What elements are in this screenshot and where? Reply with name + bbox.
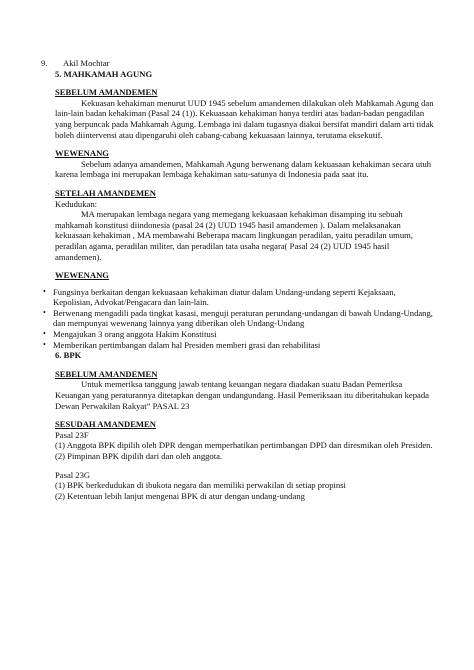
subheading-bpk-sebelum: SEBELUM AMANDEMEN	[55, 368, 158, 379]
list-item: • Berwenang mengadili pada tingkat kasasi, menguji peraturan perundang-undangan di bawah Undang-Undang, dan mempunyai wewenang lainnya yang diberikan oleh Undang-Undang	[43, 307, 433, 329]
subheading-wewenang: WEWENANG	[55, 148, 109, 159]
item-number: 9.	[41, 58, 48, 68]
pasal-23g-label: Pasal 23G	[55, 469, 91, 480]
pasal-23g-item-2: (2) Ketentuan lebih lanjut mengenai BPK di atur dengan undang-undang	[55, 490, 305, 501]
section-heading-bpk: 6. BPK	[55, 350, 82, 361]
pasal-23f-item-2: (2) Pimpinan BPK dipilih dari dan oleh anggota.	[55, 451, 223, 461]
subheading-sebelum-amandemen: SEBELUM AMANDEMEN	[55, 87, 158, 98]
item-name: Akil Mochtar	[63, 58, 110, 68]
bullet-icon: •	[43, 307, 46, 317]
section-heading-mahkamah-agung: 5. MAHKAMAH AGUNG	[55, 68, 153, 79]
subheading-wewenang-after: WEWENANG	[55, 270, 109, 281]
pasal-23g-item-1: (1) BPK berkedudukan di ibukota negara dan memiliki perwakilan di setiap propinsi	[55, 480, 346, 491]
subheading-setelah-amandemen: SETELAH AMANDEMEN	[55, 187, 156, 198]
paragraph-ma-wewenang: Sebelum adanya amandemen, Mahkamah Agung berwenang dalam kekuasaan kehakiman secara utuh karena lembaga ini merupakan lembaga kehakiman satu-satunya di Indonesia pada saat itu.	[55, 158, 432, 180]
list-item: • Memberikan pertimbangan dalam hal Presiden memberi grasi dan rehabilitasi	[43, 339, 321, 350]
bullet-icon: •	[43, 329, 46, 339]
pasal-23f-label: Pasal 23F	[55, 429, 89, 440]
wewenang-list	[43, 286, 435, 351]
bullet-icon: •	[43, 286, 46, 296]
label-kedudukan: Kedudukan:	[55, 198, 98, 209]
list-item: • Mengajukan 3 orang anggota Hakim Konstitusi	[43, 329, 217, 340]
paragraph-ma-before: Kekuasan kehakiman menurut UUD 1945 sebelum amandemen dilakukan oleh Mahkamah Agung dan lain-lain badan kehakiman (Pasal 24 (1)). Kekuasaan kehakiman hanya terdiri atas badan-badan pengadilan yang berpuncak pada Mahkamah Agung. Lembaga ini dalam tugasnya diakui bersifat mandiri dalam arti tidak boleh diintervensi atau dipengaruhi oleh cabang-cabang kekuasaan lainnya, terutama eksekutif.	[55, 97, 434, 140]
pasal-23f-item-1: (1) Anggota BPK dipilih oleh DPR dengan memperhatikan pertimbangan DPD dan diresmikan oleh Presiden.	[55, 440, 433, 451]
document-content	[41, 58, 435, 501]
bullet-icon: •	[43, 339, 46, 349]
list-item: • Fungsinya berkaitan dengan kekuasaan kehakiman diatur dalam Undang-undang seperti Kejaksaan, Kepolisian, Advokat/Pengacara dan lain-lain.	[43, 286, 396, 308]
subheading-bpk-sesudah: SESUDAH AMANDEMEN	[55, 419, 156, 430]
paragraph-bpk-before: Untuk memeriksa tanggung jawab tentang keuangan negara diadakan suatu Badan Pemeriksa Keuangan yang peraturannya ditetapkan dengan undangundang. Hasil Pemeriksaan itu diberitahukan kepada Dewan Perwakilan Rakyat” PASAL 23	[55, 379, 429, 411]
paragraph-ma-after: MA merupakan lembaga negara yang memegang kekuasaan kehakiman disamping itu sebuah mahkamah konstitusi diindonesia (pasal 24 (2) UUD 1945 hasil amandemen ). Dalam melaksanakan kekuasaan kehakiman , MA membawahi Beberapa macam lingkungan peradilan, yaitu peradilan umum, peradilan agama, peradilan militer, dan peradilan tata usaha negara( Pasal 24 (2) UUD 1945 hasil amandemen).	[55, 209, 413, 262]
numbered-item-9	[41, 58, 435, 69]
